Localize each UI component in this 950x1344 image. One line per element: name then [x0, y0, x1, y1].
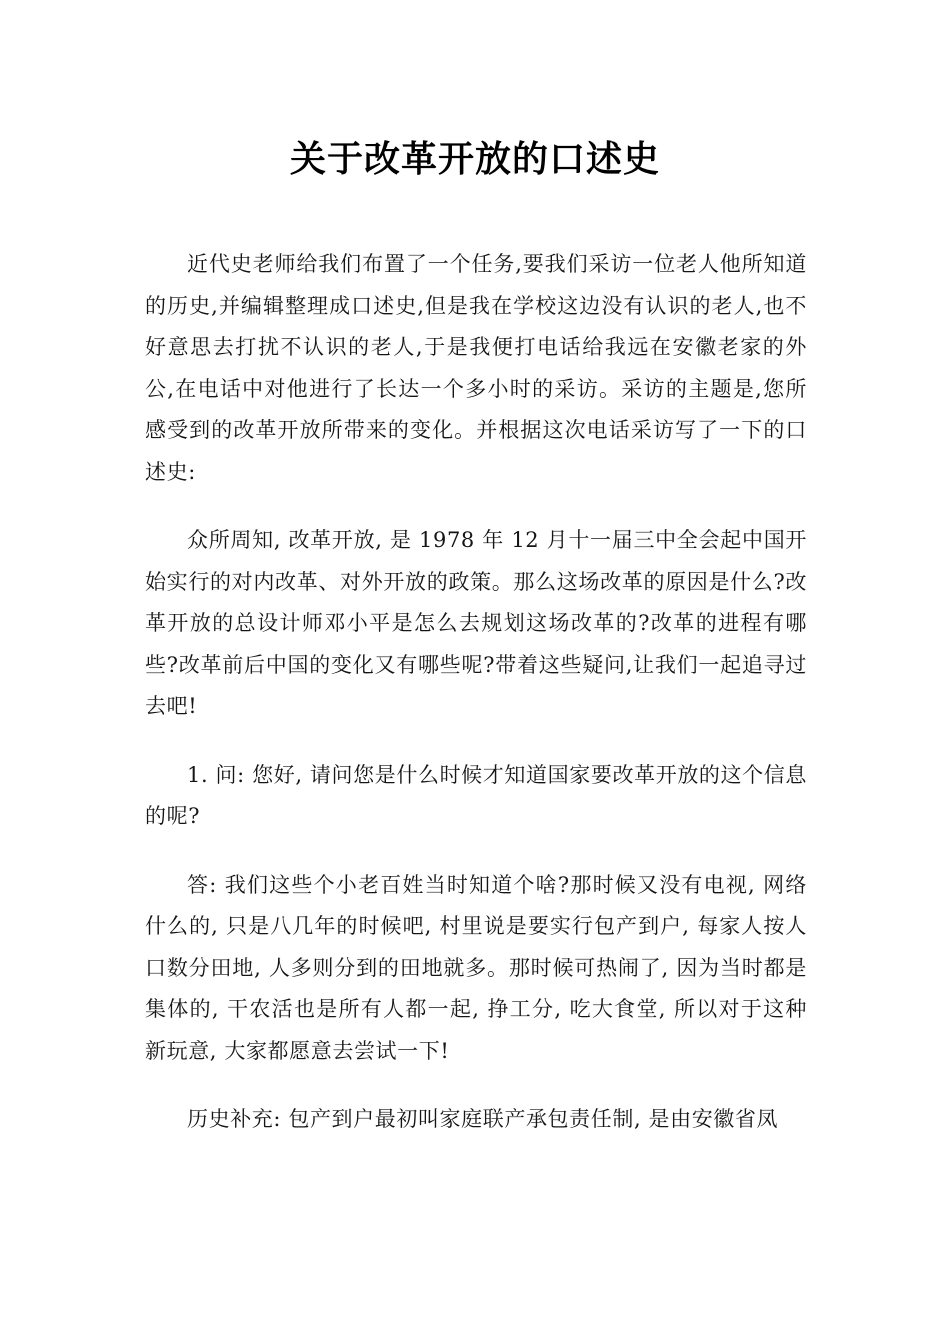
paragraph-answer-1: 答: 我们这些个小老百姓当时知道个啥?那时候又没有电视, 网络什么的, 只是八几年的时候吧, 村里说是要实行包产到户, 每家人按人口数分田地, 人多则分到的田地就多。那时候可热闹了, 因为当时都是集体的, 干农活也是所有人都一起, 挣工分, 吃大食堂, 所以对于这种新玩意, 大家都愿意去尝试一下! [145, 872, 807, 1063]
paragraph-history-note: 历史补充: 包产到户最初叫家庭联产承包责任制, 是由安徽省凤 [187, 1107, 779, 1131]
paragraph-background: 众所周知, 改革开放, 是 1978 年 12 月十一届三中全会起中国开始实行的对内改革、对外开放的政策。那么这场改革的原因是什么?改革开放的总设计师邓小平是怎么去规划这场改革的?改革的进程有哪些?改革前后中国的变化又有哪些呢?带着这些疑问,让我们一起追寻过去吧! [145, 528, 807, 718]
document-body [145, 244, 807, 1141]
paragraph-intro: 近代史老师给我们布置了一个任务,要我们采访一位老人他所知道的历史,并编辑整理成口述史,但是我在学校这边没有认识的老人,也不好意思去打扰不认识的老人,于是我便打电话给我远在安徽老家的外公,在电话中对他进行了长达一个多小时的采访。采访的主题是,您所感受到的改革开放所带来的变化。并根据这次电话采访写了一下的口述史: [145, 252, 807, 484]
paragraph-question-1: 1. 问: 您好, 请问您是什么时候才知道国家要改革开放的这个信息的呢? [145, 762, 807, 828]
document-title: 关于改革开放的口述史 [289, 139, 660, 180]
